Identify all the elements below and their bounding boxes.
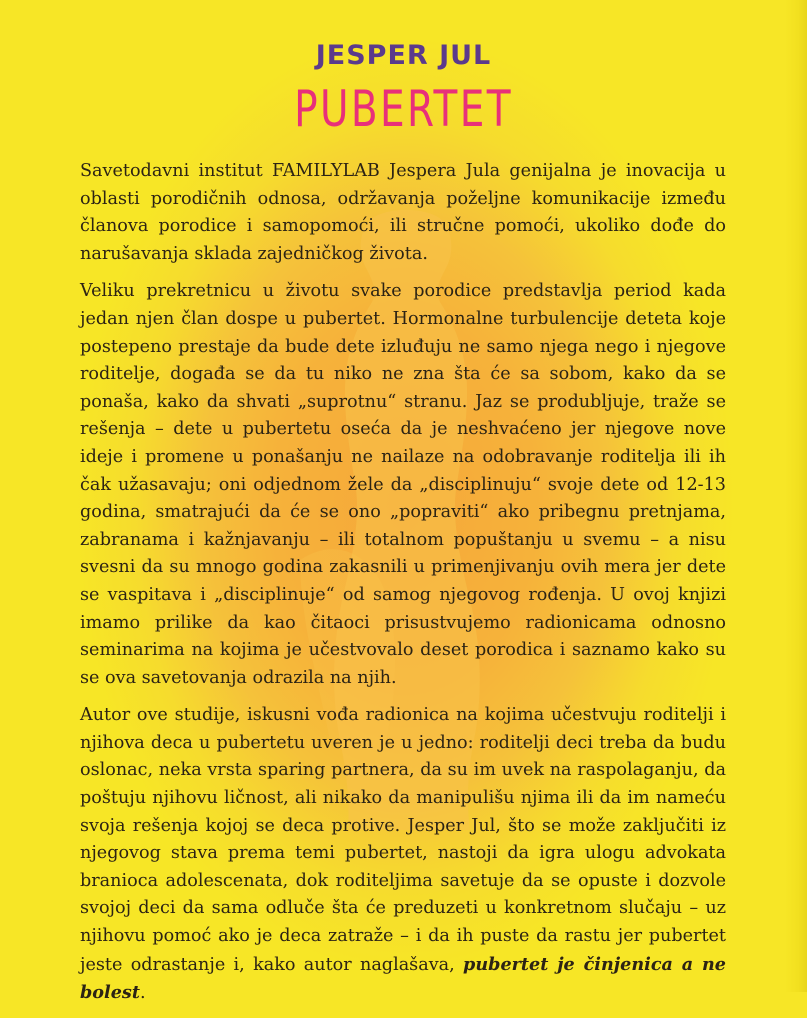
paragraph-3-text: Autor ove studije, iskusni vođa radionica na kojima učestvuju roditelji i njihova deca u pubertetu uveren je u jedno: roditelji deci treba da budu oslonac, neka vrsta sparing partnera, da su im uvek na raspolaganju, da poštuju njihovu ličnost, ali nikako da manipulišu njima ili da im nameću svoja rešenja kojoj se deca protive. Jesper Jul, što se može zaključiti iz njegovog stava prema temi pubertet, nastoji da igra ulogu advokata branioca adolescenata, dok roditeljima savetuje da se opuste i dozvole svojoj deci da sama odluče šta će preduzeti u konkretnom slučaju – uz njihovu pomoć ako je deca zatraže – i da ih puste da rastu jer pubertet jeste odrastanje i, kako autor naglašava, (80, 705, 726, 975)
paragraph-3-end: . (139, 983, 146, 1004)
emphasis-text: pubertet je činjenica a ne bolest (80, 953, 727, 1004)
blurb-text (80, 158, 726, 1018)
book-title: PUBERTET (294, 80, 513, 138)
paragraph-2: Veliku prekretnicu u životu svake porodice predstavlja period kada jedan njen član dospe u pubertet. Hormonalne turbulencije deteta koje postepeno prestaje da bude dete izluđuju ne samo njega nego i njegove roditelje, događa se da tu niko ne zna šta će sa sobom, kako da se ponaša, kako da shvati „suprotnu“ stranu. Jaz se produbljuje, traže se rešenja – dete u pubertetu oseća da je neshvaćeno jer njegove nove ideje i promene u ponašanju ne nailaze na odobravanje roditelja ili ih čak užasavaju; oni odjednom žele da „disciplinuju“ svoje dete od 12-13 godina, smatrajući da će se ono „popraviti“ ako pribegnu pretnjama, zabranama i kažnjavanju – ili totalnom popuštanju u svemu – a nisu svesni da su mnogo godina zakasnili u primenjivanju ovih mera jer dete se vaspitava i „disciplinuje“ od samog njegovog rođenja. U ovoj knjizi imamo prilike da kao čitaoci prisustvujemo radionicama odnosno seminarima na kojima je učestvovalo deset porodica i saznamo kako su se ova savetovanja odrazila na njih. (80, 281, 726, 688)
page-edge (785, 0, 807, 992)
paragraph-3 (80, 702, 726, 1008)
author-name: JESPER JUL (315, 40, 492, 71)
paragraph-1: Savetodavni institut FAMILYLAB Jespera Jula genijalna je inovacija u oblasti porodičnih odnosa, održavanja poželjne komunikacije između članova porodice i samopomoći, ili stručne pomoći, ukoliko dođe do narušavanja sklada zajedničkog života. (80, 161, 726, 264)
